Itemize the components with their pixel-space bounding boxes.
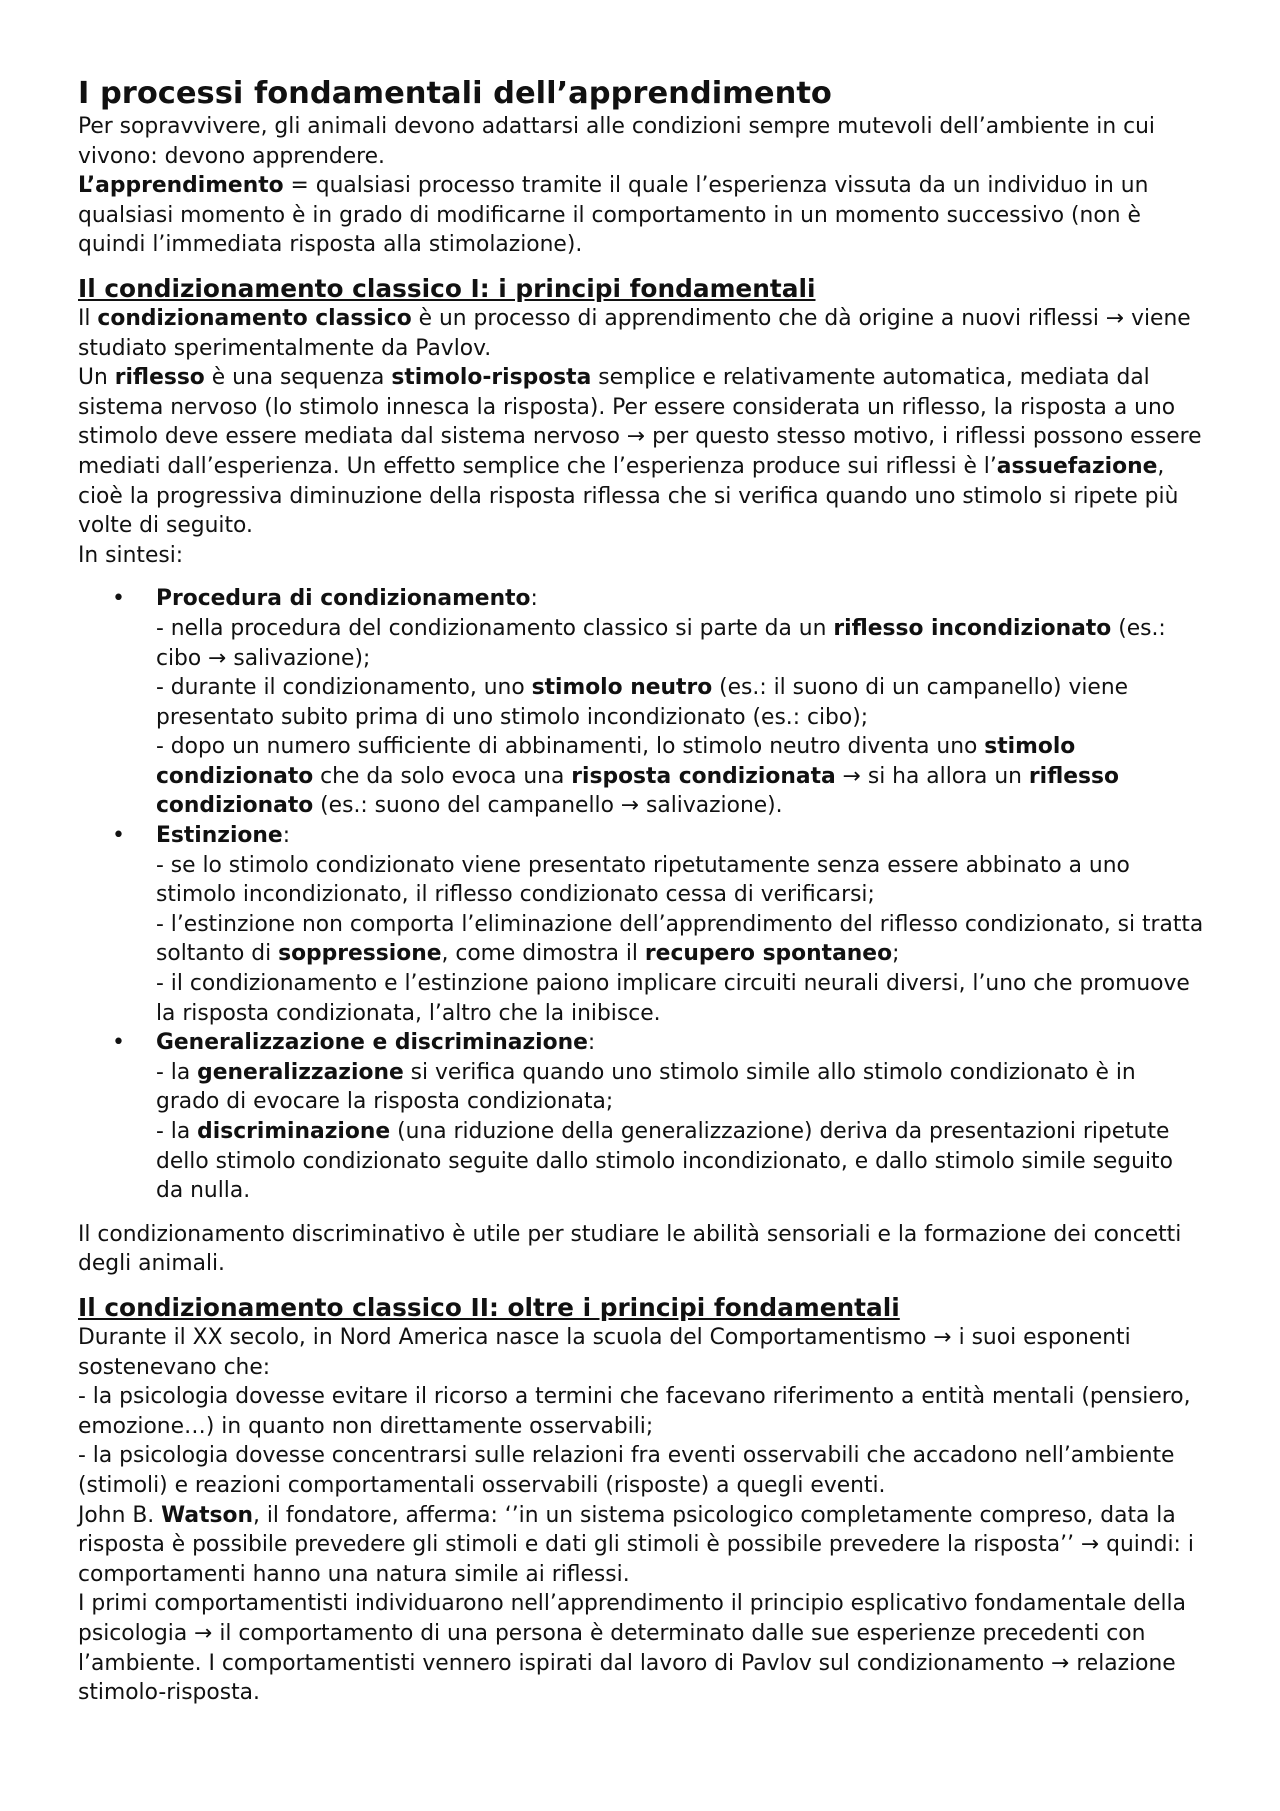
reflex-paragraph: Un riflesso è una sequenza stimolo-risposta semplice e relativamente automatica, mediata dal sistema nervoso (lo stimolo innesca la risposta). Per essere considerata un riflesso, la risposta a uno stimolo deve essere mediata dal sistema nervoso → per questo stesso motivo, i riflessi possono essere mediati dall’esperienza. Un effetto semplice che l’esperienza produce sui riflessi è l’assuefazione, cioè la progressiva diminuzione della risposta riflessa che si verifica quando uno stimolo si ripete più volte di seguito. [78,365,1202,539]
behaviorists-paragraph: I primi comportamentisti individuarono nell’apprendimento il principio esplicativo fondamentale della psicologia → il comportamento di una persona è determinato dalle sue esperienze precedenti con l’ambiente. I comportamentisti vennero ispirati dal lavoro di Pavlov sul condizionamento → relazione stimolo-risposta. [78,1591,1186,1706]
behaviorism-paragraph: Durante il XX secolo, in Nord America nasce la scuola del Comportamentismo → i suoi esponenti sostenevano che: [78,1324,1131,1380]
list-item-procedure: • Procedura di condizionamento: - nella procedura del condizionamento classico si parte da un riflesso incondizionato (es.: cibo → salivazione); - durante il condizionamento, uno stimolo neutro (es.: il suono di un campanello) viene presentato subito prima di uno stimolo incondizionato (es.: cibo); - dopo un numero sufficiente di abbinamenti, lo stimolo neutro diventa uno stimolo condizionato che da solo evoca una risposta condizionata → si ha allora un riflesso condizionato (es.: suono del campanello → salivazione). [112,586,1166,819]
learning-definition: L’apprendimento = qualsiasi processo tramite il quale l’esperienza vissuta da un individuo in un qualsiasi momento è in grado di modificarne il comportamento in un momento successivo (non è quindi l’immediata risposta alla stimolazione). [78,173,1149,258]
summary-list [78,584,1204,1205]
section-heading-classical-2: Il condizionamento classico II: oltre i principi fondamentali [78,1292,900,1322]
watson-paragraph: John B. Watson, il fondatore, afferma: ‘’in un sistema psicologico completamente compreso, data la risposta è possibile prevedere gli stimoli e dati gli stimoli è possibile prevedere la risposta’’ → quindi: i comportamenti hanno una natura simile ai riflessi. [78,1502,1194,1587]
bullet-icon: • [112,1030,125,1056]
page-title: I processi fondamentali dell’apprendimento [78,76,832,111]
term-learning: L’apprendimento [78,173,284,199]
behaviorism-point-1: - la psicologia dovesse evitare il ricorso a termini che facevano riferimento a entità mentali (pensiero, emozione…) in quanto non direttamente osservabili; [78,1384,1191,1439]
bullet-icon: • [112,823,125,849]
discriminative-conditioning-paragraph: Il condizionamento discriminativo è utile per studiare le abilità sensoriali e la formazione dei concetti degli animali. [78,1221,1182,1277]
list-item-extinction: • Estinzione: - se lo stimolo condizionato viene presentato ripetutamente senza essere abbinato a uno stimolo incondizionato, il riflesso condizionato cessa di verificarsi; - l’estinzione non comporta l’eliminazione dell’apprendimento del riflesso condizionato, si tratta soltanto di soppressione, come dimostra il recupero spontaneo; - il condizionamento e l’estinzione paiono implicare circuiti neurali diversi, l’uno che promuove la risposta condizionata, l’altro che la inibisce. [112,823,1204,1026]
summary-intro: In sintesi: [78,542,184,568]
behaviorism-point-2: - la psicologia dovesse concentrarsi sulle relazioni fra eventi osservabili che accadono nell’ambiente (stimoli) e reazioni comportamentali osservabili (risposte) a quegli eventi. [78,1443,1175,1498]
classical-conditioning-paragraph: Il condizionamento classico è un processo di apprendimento che dà origine a nuovi riflessi → viene studiato sperimentalmente da Pavlov. [78,305,1191,361]
bullet-icon: • [112,586,125,612]
list-item-generalization: • Generalizzazione e discriminazione: - la generalizzazione si verifica quando uno stimolo simile allo stimolo condizionato è in grado di evocare la risposta condizionata; - la discriminazione (una riduzione della generalizzazione) deriva da presentazioni ripetute dello stimolo condizionato seguite dallo stimolo incondizionato, e dallo stimolo simile seguito da nulla. [112,1030,1173,1204]
intro-paragraph: Per sopravvivere, gli animali devono adattarsi alle condizioni sempre mutevoli dell’ambiente in cui vivono: devono apprendere. [78,114,1155,169]
section-heading-classical-1: Il condizionamento classico I: i principi fondamentali [78,273,816,303]
